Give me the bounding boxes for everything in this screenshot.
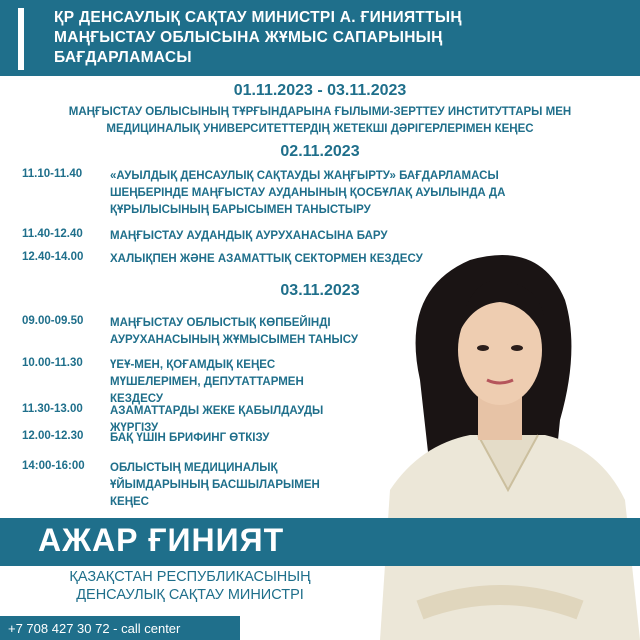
schedule-activity: ОБЛЫСТЫҢ МЕДИЦИНАЛЫҚ ҰЙЫМДАРЫНЫҢ БАСШЫЛАРЫМЕН КЕҢЕС — [110, 462, 320, 508]
schedule-activity: МАҢҒЫСТАУ ОБЛЫСТЫҚ КӨПБЕЙІНДІ АУРУХАНАСЫНЫҢ ЖҰМЫСЫМЕН ТАНЫСУ — [110, 317, 359, 346]
schedule-time: 11.10-11.40 — [22, 168, 83, 180]
schedule-activity: АЗАМАТТАРДЫ ЖЕКЕ ҚАБЫЛДАУДЫ ЖҮРГІЗУ — [110, 405, 324, 434]
schedule-time: 11.30-13.00 — [22, 403, 83, 415]
schedule-activity: «АУЫЛДЫҚ ДЕНСАУЛЫҚ САҚТАУДЫ ЖАҢҒЫРТУ» БАҒДАРЛАМАСЫ ШЕҢБЕРІНДЕ МАҢҒЫСТАУ АУДАНЫНЫҢ ҚОСБҰЛАҚ АУЫЛЫНДА ДА ҚҰРЫЛЫСЫНЫҢ БАРЫСЫМЕН ТАНЫСТЫРУ — [110, 170, 506, 216]
title-accent-bar — [18, 8, 24, 70]
schedule-activity: ҮЕҰ-МЕН, ҚОҒАМДЫҚ КЕҢЕС МҮШЕЛЕРІМЕН, ДЕПУТАТТАРМЕН КЕЗДЕСУ — [110, 359, 304, 405]
day2-date: 02.11.2023 — [280, 143, 360, 160]
call-center-phone: +7 708 427 30 72 - call center — [8, 621, 181, 636]
schedule-time: 11.40-12.40 — [22, 228, 83, 240]
poster-title: ҚР ДЕНСАУЛЫҚ САҚТАУ МИНИСТРІ А. ҒИНИЯТТЫҢ МАҢҒЫСТАУ ОБЛЫСЫНА ЖҰМЫС САПАРЫНЫҢ БАҒДАРЛАМАСЫ — [54, 9, 462, 66]
schedule-activity: МАҢҒЫСТАУ АУДАНДЫҚ АУРУХАНАСЫНА БАРУ — [110, 230, 388, 242]
period-date: 01.11.2023 - 03.11.2023 — [233, 82, 407, 99]
schedule-activity: ХАЛЫҚПЕН ЖӘНЕ АЗАМАТТЫҚ СЕКТОРМЕН КЕЗДЕСУ — [110, 253, 423, 265]
schedule-time: 12.40-14.00 — [22, 251, 84, 263]
day3-date: 03.11.2023 — [280, 282, 360, 299]
schedule-activity: БАҚ ҮШІН БРИФИНГ ӨТКІЗУ — [110, 432, 270, 444]
schedule-time: 14:00-16:00 — [22, 460, 85, 472]
period-description: МАҢҒЫСТАУ ОБЛЫСЫНЫҢ ТҰРҒЫНДАРЫНА ҒЫЛЫМИ-ЗЕРТТЕУ ИНСТИТУТТАРЫ МЕН МЕДИЦИНАЛЫҚ УНИВЕРСИТЕТТЕРДІҢ ЖЕТЕКШІ ДӘРІГЕРЛЕРІМЕН КЕҢЕС — [68, 106, 572, 135]
schedule-time: 09.00-09.50 — [22, 315, 84, 327]
schedule-time: 12.00-12.30 — [22, 430, 84, 442]
minister-name: АЖАР ҒИНИЯТ — [38, 522, 285, 558]
minister-position: ҚАЗАҚСТАН РЕСПУБЛИКАСЫНЫҢ ДЕНСАУЛЫҚ САҚТАУ МИНИСТРІ — [69, 569, 311, 603]
schedule-time: 10.00-11.30 — [22, 357, 83, 369]
